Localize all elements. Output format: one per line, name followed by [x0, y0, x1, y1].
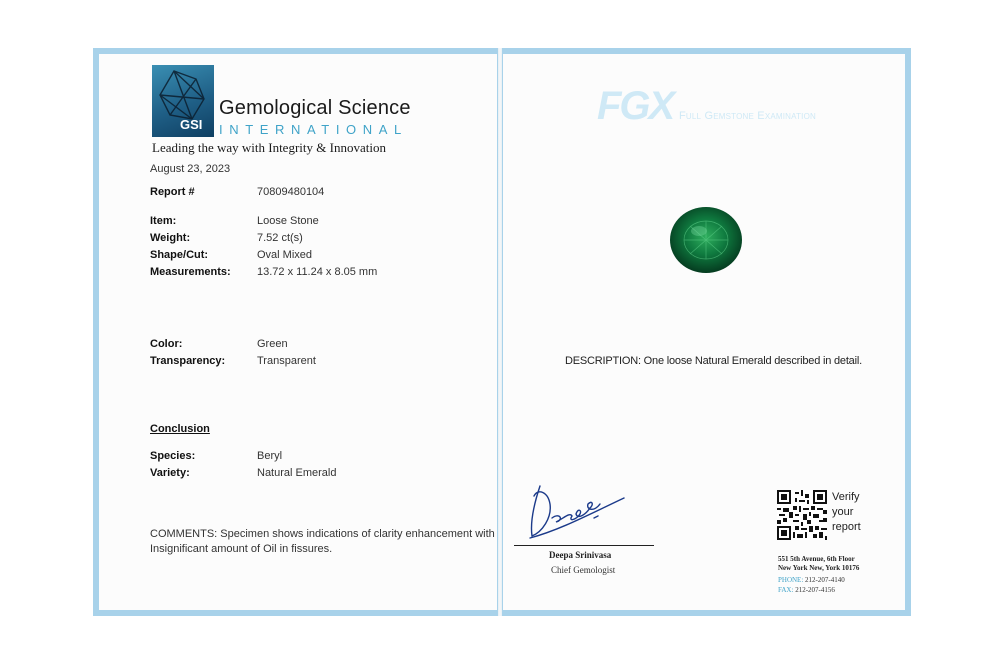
signature-image: [520, 474, 630, 544]
field-value: Natural Emerald: [257, 467, 337, 479]
report-date: August 23, 2023: [150, 163, 231, 175]
comments-line: COMMENTS: Specimen shows indications of clarity enhancement with: [150, 528, 495, 540]
field-label: Species:: [150, 450, 196, 462]
phone-number: 212-207-4140: [805, 576, 845, 584]
comments-line: Insignificant amount of Oil in fissures.: [150, 543, 333, 555]
field-label: Shape/Cut:: [150, 249, 209, 261]
signature-line: [514, 545, 654, 546]
verify-report-link[interactable]: [832, 490, 861, 535]
field-label: Item:: [150, 215, 177, 227]
center-fold: [498, 48, 502, 616]
signer-title: Chief Gemologist: [551, 565, 616, 575]
brand-name: Gemological Science: [219, 97, 411, 119]
field-label: Measurements:: [150, 266, 231, 278]
field-label: Transparency:: [150, 355, 226, 367]
verify-line: your: [832, 506, 854, 518]
brand-tagline: Leading the way with Integrity & Innovation: [152, 140, 386, 155]
fgx-title: Full Gemstone Examination: [679, 110, 817, 122]
field-value: 13.72 x 11.24 x 8.05 mm: [257, 266, 378, 278]
field-value: Beryl: [257, 450, 283, 462]
gsi-logo-icon: [152, 65, 214, 137]
exam-description: DESCRIPTION: One loose Natural Emerald described in detail.: [565, 355, 862, 367]
address-line: New York New, York 10176: [778, 564, 860, 572]
qr-code-icon[interactable]: [777, 490, 827, 540]
field-value: Loose Stone: [257, 215, 319, 227]
field-value: Transparent: [257, 355, 316, 367]
verify-line: Verify: [832, 491, 860, 503]
signer-name: Deepa Srinivasa: [549, 550, 612, 560]
conclusion-heading: Conclusion: [150, 423, 210, 435]
field-value: Oval Mixed: [257, 249, 313, 261]
field-label: Weight:: [150, 232, 191, 244]
verify-line: report: [832, 521, 861, 533]
field-label: Variety:: [150, 467, 190, 479]
phone-label: PHONE:: [778, 576, 804, 584]
field-value: Green: [257, 338, 288, 350]
address-block: [778, 555, 859, 573]
fax-number: 212-207-4156: [795, 586, 835, 594]
brand-subtitle: INTERNATIONAL: [219, 122, 408, 137]
contact-block: [778, 575, 845, 595]
logo-mark-text: GSI: [180, 117, 203, 132]
field-label: Color:: [150, 338, 183, 350]
field-value: 7.52 ct(s): [257, 232, 303, 244]
address-line: 551 5th Avenue, 6th Floor: [778, 555, 855, 563]
report-number: 70809480104: [257, 186, 325, 198]
fax-label: FAX:: [778, 586, 794, 594]
fgx-logo: FGX: [597, 84, 674, 128]
report-number-label: Report #: [150, 186, 195, 198]
emerald-gem-icon: [669, 206, 743, 274]
